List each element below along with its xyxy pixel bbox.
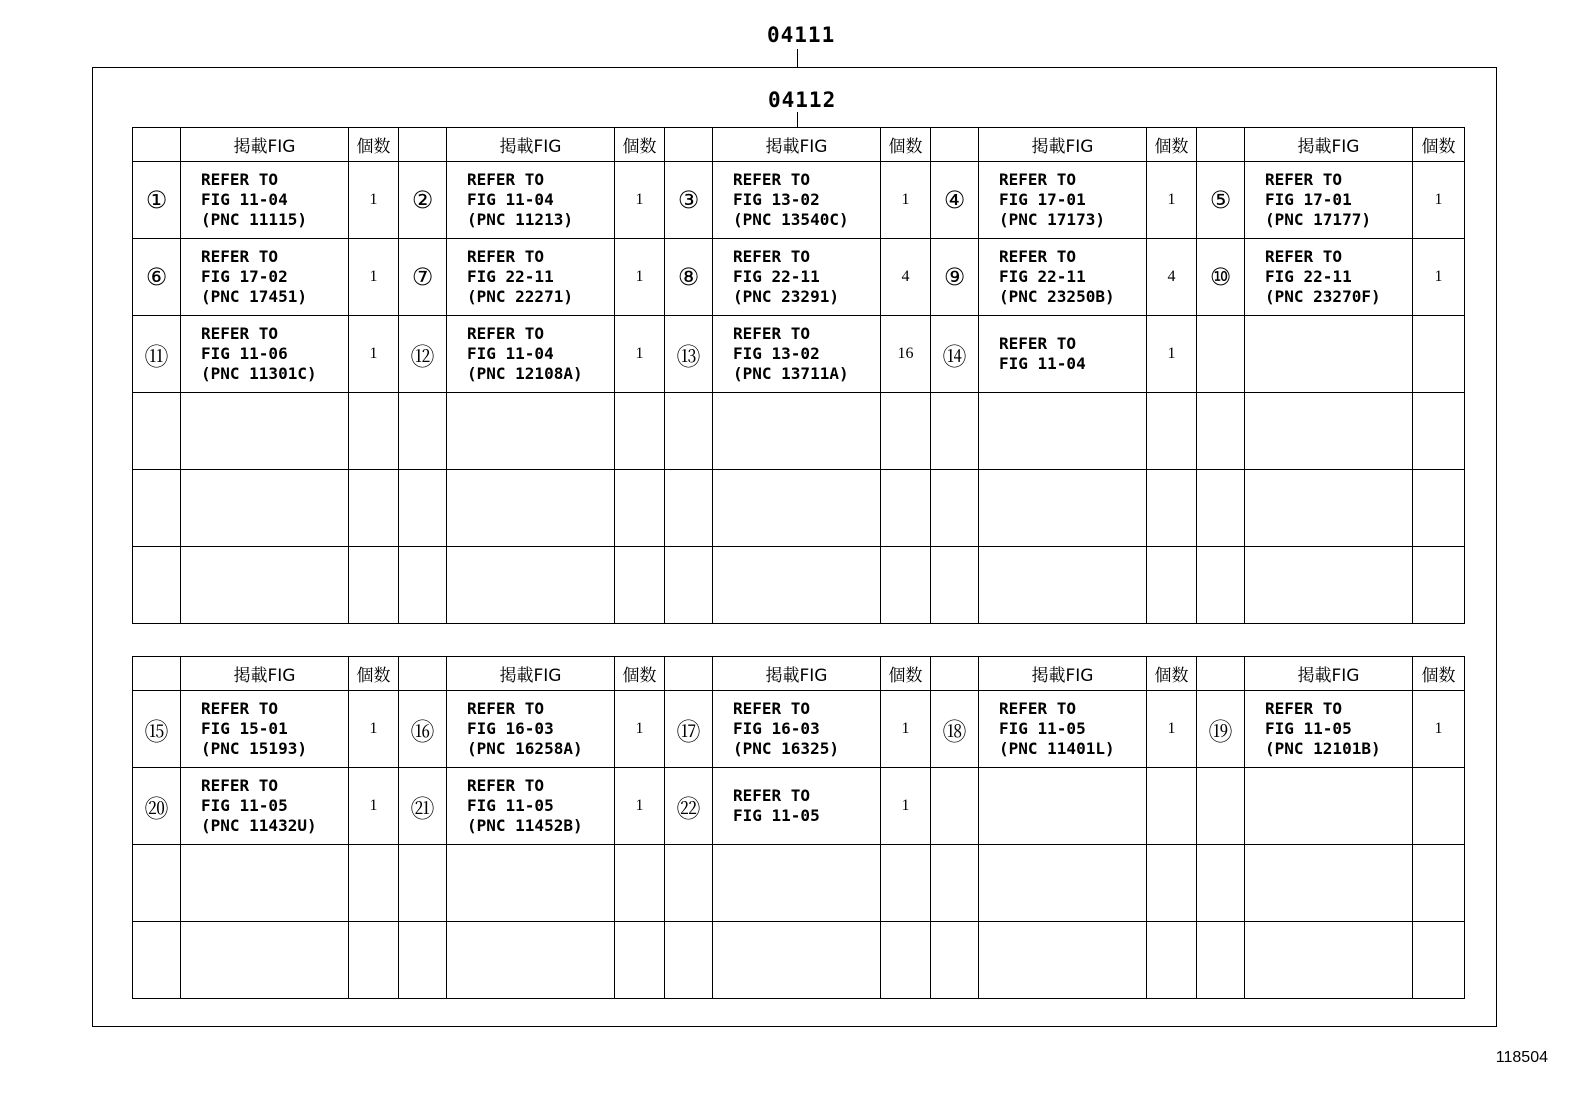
header-qty-label: 個数 <box>1147 657 1197 691</box>
fig-reference-line: (PNC 23270F) <box>1265 287 1381 306</box>
callout-number: ⑳ <box>133 768 181 845</box>
parts-reference-table-2 <box>132 656 1465 999</box>
fig-reference-cell <box>979 470 1147 547</box>
fig-reference-cell <box>979 845 1147 922</box>
header-number-cell <box>1197 128 1245 162</box>
fig-reference-line: FIG 11-05 <box>733 806 820 825</box>
fig-reference-cell <box>1245 691 1413 768</box>
header-fig-label: 掲載FIG <box>1245 128 1413 162</box>
callout-number <box>931 547 979 624</box>
table-row <box>133 239 1465 316</box>
quantity-cell <box>1147 547 1197 624</box>
fig-reference-line: REFER TO <box>1265 247 1343 266</box>
fig-reference-line: (PNC 16325) <box>733 739 839 758</box>
callout-number: ④ <box>931 162 979 239</box>
fig-reference-cell <box>181 470 349 547</box>
fig-reference-cell <box>713 162 881 239</box>
fig-reference-cell <box>713 691 881 768</box>
fig-reference-line: FIG 11-04 <box>201 190 288 209</box>
fig-reference-cell <box>181 691 349 768</box>
quantity-cell <box>349 470 399 547</box>
quantity-cell <box>1147 845 1197 922</box>
fig-reference-cell <box>181 239 349 316</box>
callout-number: ⑬ <box>665 316 713 393</box>
fig-reference-line: (PNC 15193) <box>201 739 307 758</box>
fig-reference-line: FIG 11-06 <box>201 344 288 363</box>
header-number-cell <box>399 128 447 162</box>
fig-reference-line: (PNC 16258A) <box>467 739 583 758</box>
callout-number <box>133 470 181 547</box>
callout-number: ⑮ <box>133 691 181 768</box>
callout-number <box>1197 845 1245 922</box>
fig-reference-cell <box>713 470 881 547</box>
callout-number <box>931 845 979 922</box>
quantity-cell: 1 <box>881 691 931 768</box>
fig-reference-line: (PNC 17173) <box>999 210 1105 229</box>
quantity-cell: 4 <box>881 239 931 316</box>
fig-reference-line: FIG 13-02 <box>733 190 820 209</box>
quantity-cell: 1 <box>881 162 931 239</box>
header-qty-label: 個数 <box>349 128 399 162</box>
quantity-cell <box>615 845 665 922</box>
quantity-cell <box>881 922 931 999</box>
fig-reference-line: FIG 11-05 <box>999 719 1086 738</box>
fig-reference-cell <box>181 316 349 393</box>
header-number-cell <box>665 128 713 162</box>
header-qty-label: 個数 <box>615 128 665 162</box>
callout-number: ㉑ <box>399 768 447 845</box>
header-fig-label: 掲載FIG <box>713 657 881 691</box>
fig-reference-cell <box>447 845 615 922</box>
fig-reference-cell <box>447 162 615 239</box>
quantity-cell <box>1413 547 1465 624</box>
quantity-cell: 1 <box>881 768 931 845</box>
header-fig-label: 掲載FIG <box>447 657 615 691</box>
fig-reference-line: (PNC 11401L) <box>999 739 1115 758</box>
fig-reference-cell <box>713 922 881 999</box>
fig-reference-line: REFER TO <box>733 324 811 343</box>
callout-number <box>399 922 447 999</box>
fig-reference-cell <box>979 691 1147 768</box>
fig-reference-cell <box>979 316 1147 393</box>
table-row <box>133 547 1465 624</box>
fig-reference-cell <box>979 922 1147 999</box>
quantity-cell <box>1147 393 1197 470</box>
header-number-cell <box>665 657 713 691</box>
fig-reference-cell <box>181 393 349 470</box>
illustration-number: 118504 <box>1495 1049 1548 1066</box>
table-header-row <box>133 128 1465 162</box>
fig-reference-line: FIG 17-01 <box>999 190 1086 209</box>
fig-reference-line: REFER TO <box>467 776 545 795</box>
fig-reference-cell <box>1245 239 1413 316</box>
callout-number <box>665 470 713 547</box>
header-fig-label: 掲載FIG <box>713 128 881 162</box>
fig-reference-cell <box>447 239 615 316</box>
fig-reference-line: FIG 22-11 <box>999 267 1086 286</box>
fig-reference-line: (PNC 22271) <box>467 287 573 306</box>
fig-reference-line: FIG 16-03 <box>733 719 820 738</box>
fig-reference-line: REFER TO <box>733 247 811 266</box>
callout-number <box>399 547 447 624</box>
fig-reference-cell <box>447 691 615 768</box>
callout-number <box>1197 922 1245 999</box>
fig-reference-cell <box>979 393 1147 470</box>
quantity-cell <box>349 845 399 922</box>
quantity-cell <box>615 922 665 999</box>
callout-number: ① <box>133 162 181 239</box>
callout-number: ⑨ <box>931 239 979 316</box>
fig-reference-cell <box>979 239 1147 316</box>
fig-reference-cell <box>1245 768 1413 845</box>
quantity-cell: 1 <box>1147 316 1197 393</box>
fig-reference-cell <box>1245 922 1413 999</box>
quantity-cell: 1 <box>349 162 399 239</box>
callout-number: ⑫ <box>399 316 447 393</box>
quantity-cell <box>881 845 931 922</box>
fig-reference-cell <box>713 393 881 470</box>
callout-number: ⑰ <box>665 691 713 768</box>
fig-reference-line: (PNC 11432U) <box>201 816 317 835</box>
outer-assembly-code: 04111 <box>767 23 836 47</box>
fig-reference-cell <box>1245 393 1413 470</box>
callout-number <box>931 922 979 999</box>
fig-reference-line: FIG 11-05 <box>1265 719 1352 738</box>
fig-reference-line: FIG 15-01 <box>201 719 288 738</box>
fig-reference-cell <box>447 547 615 624</box>
callout-number <box>665 547 713 624</box>
fig-reference-line: FIG 22-11 <box>1265 267 1352 286</box>
fig-reference-cell <box>447 470 615 547</box>
fig-reference-line: (PNC 11452B) <box>467 816 583 835</box>
quantity-cell: 1 <box>349 316 399 393</box>
fig-reference-line: REFER TO <box>733 786 811 805</box>
quantity-cell <box>1147 922 1197 999</box>
header-number-cell <box>931 657 979 691</box>
table-header-row <box>133 657 1465 691</box>
quantity-cell: 1 <box>349 768 399 845</box>
callout-number <box>1197 768 1245 845</box>
quantity-cell <box>1413 768 1465 845</box>
callout-number <box>133 393 181 470</box>
fig-reference-line: FIG 17-02 <box>201 267 288 286</box>
fig-reference-cell <box>181 845 349 922</box>
quantity-cell <box>1413 845 1465 922</box>
fig-reference-line: (PNC 17177) <box>1265 210 1371 229</box>
callout-number <box>399 845 447 922</box>
callout-number <box>399 470 447 547</box>
callout-number: ⑩ <box>1197 239 1245 316</box>
quantity-cell <box>1413 393 1465 470</box>
fig-reference-line: REFER TO <box>201 170 279 189</box>
header-number-cell <box>133 128 181 162</box>
quantity-cell: 1 <box>615 768 665 845</box>
header-qty-label: 個数 <box>881 657 931 691</box>
fig-reference-line: REFER TO <box>999 247 1077 266</box>
quantity-cell: 1 <box>1147 691 1197 768</box>
fig-reference-line: (PNC 11115) <box>201 210 307 229</box>
quantity-cell: 1 <box>615 162 665 239</box>
fig-reference-cell <box>181 547 349 624</box>
fig-reference-cell <box>181 922 349 999</box>
fig-reference-line: (PNC 11213) <box>467 210 573 229</box>
fig-reference-line: REFER TO <box>999 334 1077 353</box>
quantity-cell: 1 <box>615 239 665 316</box>
fig-reference-cell <box>1245 162 1413 239</box>
callout-number: ③ <box>665 162 713 239</box>
fig-reference-line: FIG 11-05 <box>201 796 288 815</box>
quantity-cell <box>349 547 399 624</box>
fig-reference-cell <box>713 239 881 316</box>
quantity-cell: 1 <box>349 691 399 768</box>
fig-reference-line: (PNC 11301C) <box>201 364 317 383</box>
quantity-cell <box>349 922 399 999</box>
fig-reference-line: REFER TO <box>201 776 279 795</box>
table-row <box>133 316 1465 393</box>
header-qty-label: 個数 <box>881 128 931 162</box>
callout-number <box>133 845 181 922</box>
fig-reference-cell <box>181 768 349 845</box>
fig-reference-cell <box>447 393 615 470</box>
quantity-cell <box>615 393 665 470</box>
fig-reference-line: REFER TO <box>201 324 279 343</box>
fig-reference-line: REFER TO <box>1265 699 1343 718</box>
header-qty-label: 個数 <box>349 657 399 691</box>
fig-reference-cell <box>1245 845 1413 922</box>
fig-reference-line: FIG 11-04 <box>467 344 554 363</box>
fig-reference-line: FIG 11-04 <box>467 190 554 209</box>
fig-reference-line: REFER TO <box>201 247 279 266</box>
quantity-cell <box>1413 922 1465 999</box>
quantity-cell <box>1147 768 1197 845</box>
fig-reference-line: FIG 22-11 <box>733 267 820 286</box>
header-fig-label: 掲載FIG <box>979 128 1147 162</box>
fig-reference-line: FIG 16-03 <box>467 719 554 738</box>
quantity-cell: 16 <box>881 316 931 393</box>
callout-number <box>931 393 979 470</box>
table-row <box>133 162 1465 239</box>
header-number-cell <box>931 128 979 162</box>
fig-reference-line: REFER TO <box>467 699 545 718</box>
fig-reference-line: FIG 22-11 <box>467 267 554 286</box>
quantity-cell: 1 <box>615 316 665 393</box>
header-fig-label: 掲載FIG <box>447 128 615 162</box>
callout-number <box>1197 393 1245 470</box>
callout-number: ⑦ <box>399 239 447 316</box>
fig-reference-cell <box>979 162 1147 239</box>
quantity-cell <box>881 393 931 470</box>
fig-reference-cell <box>713 547 881 624</box>
fig-reference-line: REFER TO <box>467 247 545 266</box>
fig-reference-cell <box>713 316 881 393</box>
outer-code-leader-line <box>797 49 798 67</box>
fig-reference-cell <box>713 768 881 845</box>
fig-reference-line: REFER TO <box>467 324 545 343</box>
callout-number: ⑪ <box>133 316 181 393</box>
quantity-cell <box>349 393 399 470</box>
header-number-cell <box>399 657 447 691</box>
callout-number: ⑤ <box>1197 162 1245 239</box>
fig-reference-line: (PNC 23250B) <box>999 287 1115 306</box>
callout-number: ⑲ <box>1197 691 1245 768</box>
quantity-cell <box>1147 470 1197 547</box>
quantity-cell <box>1413 316 1465 393</box>
header-qty-label: 個数 <box>1147 128 1197 162</box>
fig-reference-line: FIG 17-01 <box>1265 190 1352 209</box>
quantity-cell <box>1413 470 1465 547</box>
quantity-cell: 4 <box>1147 239 1197 316</box>
fig-reference-cell <box>979 768 1147 845</box>
header-fig-label: 掲載FIG <box>979 657 1147 691</box>
fig-reference-line: (PNC 12101B) <box>1265 739 1381 758</box>
fig-reference-line: (PNC 12108A) <box>467 364 583 383</box>
fig-reference-line: REFER TO <box>733 699 811 718</box>
callout-number <box>665 922 713 999</box>
fig-reference-cell <box>1245 316 1413 393</box>
fig-reference-line: (PNC 23291) <box>733 287 839 306</box>
callout-number <box>665 393 713 470</box>
callout-number <box>1197 316 1245 393</box>
callout-number <box>133 922 181 999</box>
fig-reference-cell <box>447 922 615 999</box>
callout-number: ⑱ <box>931 691 979 768</box>
fig-reference-line: REFER TO <box>201 699 279 718</box>
fig-reference-cell <box>1245 547 1413 624</box>
quantity-cell: 1 <box>1413 239 1465 316</box>
header-qty-label: 個数 <box>615 657 665 691</box>
fig-reference-line: FIG 11-04 <box>999 354 1086 373</box>
fig-reference-line: REFER TO <box>1265 170 1343 189</box>
table-row <box>133 768 1465 845</box>
header-qty-label: 個数 <box>1413 128 1465 162</box>
table-row <box>133 691 1465 768</box>
header-fig-label: 掲載FIG <box>1245 657 1413 691</box>
quantity-cell: 1 <box>1413 691 1465 768</box>
fig-reference-line: REFER TO <box>467 170 545 189</box>
callout-number <box>931 768 979 845</box>
table-row <box>133 845 1465 922</box>
quantity-cell: 1 <box>1413 162 1465 239</box>
inner-code-leader-line <box>797 112 798 127</box>
fig-reference-line: REFER TO <box>733 170 811 189</box>
quantity-cell <box>881 547 931 624</box>
fig-reference-cell <box>181 162 349 239</box>
callout-number <box>665 845 713 922</box>
fig-reference-cell <box>713 845 881 922</box>
callout-number <box>1197 547 1245 624</box>
fig-reference-line: REFER TO <box>999 170 1077 189</box>
callout-number: ㉒ <box>665 768 713 845</box>
fig-reference-line: (PNC 13540C) <box>733 210 849 229</box>
header-fig-label: 掲載FIG <box>181 128 349 162</box>
table-row <box>133 393 1465 470</box>
header-number-cell <box>1197 657 1245 691</box>
callout-number <box>133 547 181 624</box>
quantity-cell: 1 <box>1147 162 1197 239</box>
table-row <box>133 470 1465 547</box>
callout-number <box>399 393 447 470</box>
header-fig-label: 掲載FIG <box>181 657 349 691</box>
quantity-cell: 1 <box>615 691 665 768</box>
callout-number: ⑯ <box>399 691 447 768</box>
fig-reference-line: (PNC 13711A) <box>733 364 849 383</box>
callout-number: ⑧ <box>665 239 713 316</box>
fig-reference-cell <box>1245 470 1413 547</box>
quantity-cell: 1 <box>349 239 399 316</box>
inner-assembly-code: 04112 <box>768 88 837 112</box>
callout-number: ② <box>399 162 447 239</box>
fig-reference-line: (PNC 17451) <box>201 287 307 306</box>
fig-reference-cell <box>447 768 615 845</box>
fig-reference-cell <box>979 547 1147 624</box>
callout-number: ⑥ <box>133 239 181 316</box>
fig-reference-cell <box>447 316 615 393</box>
fig-reference-line: REFER TO <box>999 699 1077 718</box>
callout-number <box>931 470 979 547</box>
parts-reference-table-1 <box>132 127 1465 624</box>
header-number-cell <box>133 657 181 691</box>
header-qty-label: 個数 <box>1413 657 1465 691</box>
quantity-cell <box>615 547 665 624</box>
fig-reference-line: FIG 13-02 <box>733 344 820 363</box>
quantity-cell <box>615 470 665 547</box>
quantity-cell <box>881 470 931 547</box>
callout-number <box>1197 470 1245 547</box>
fig-reference-line: FIG 11-05 <box>467 796 554 815</box>
table-row <box>133 922 1465 999</box>
callout-number: ⑭ <box>931 316 979 393</box>
